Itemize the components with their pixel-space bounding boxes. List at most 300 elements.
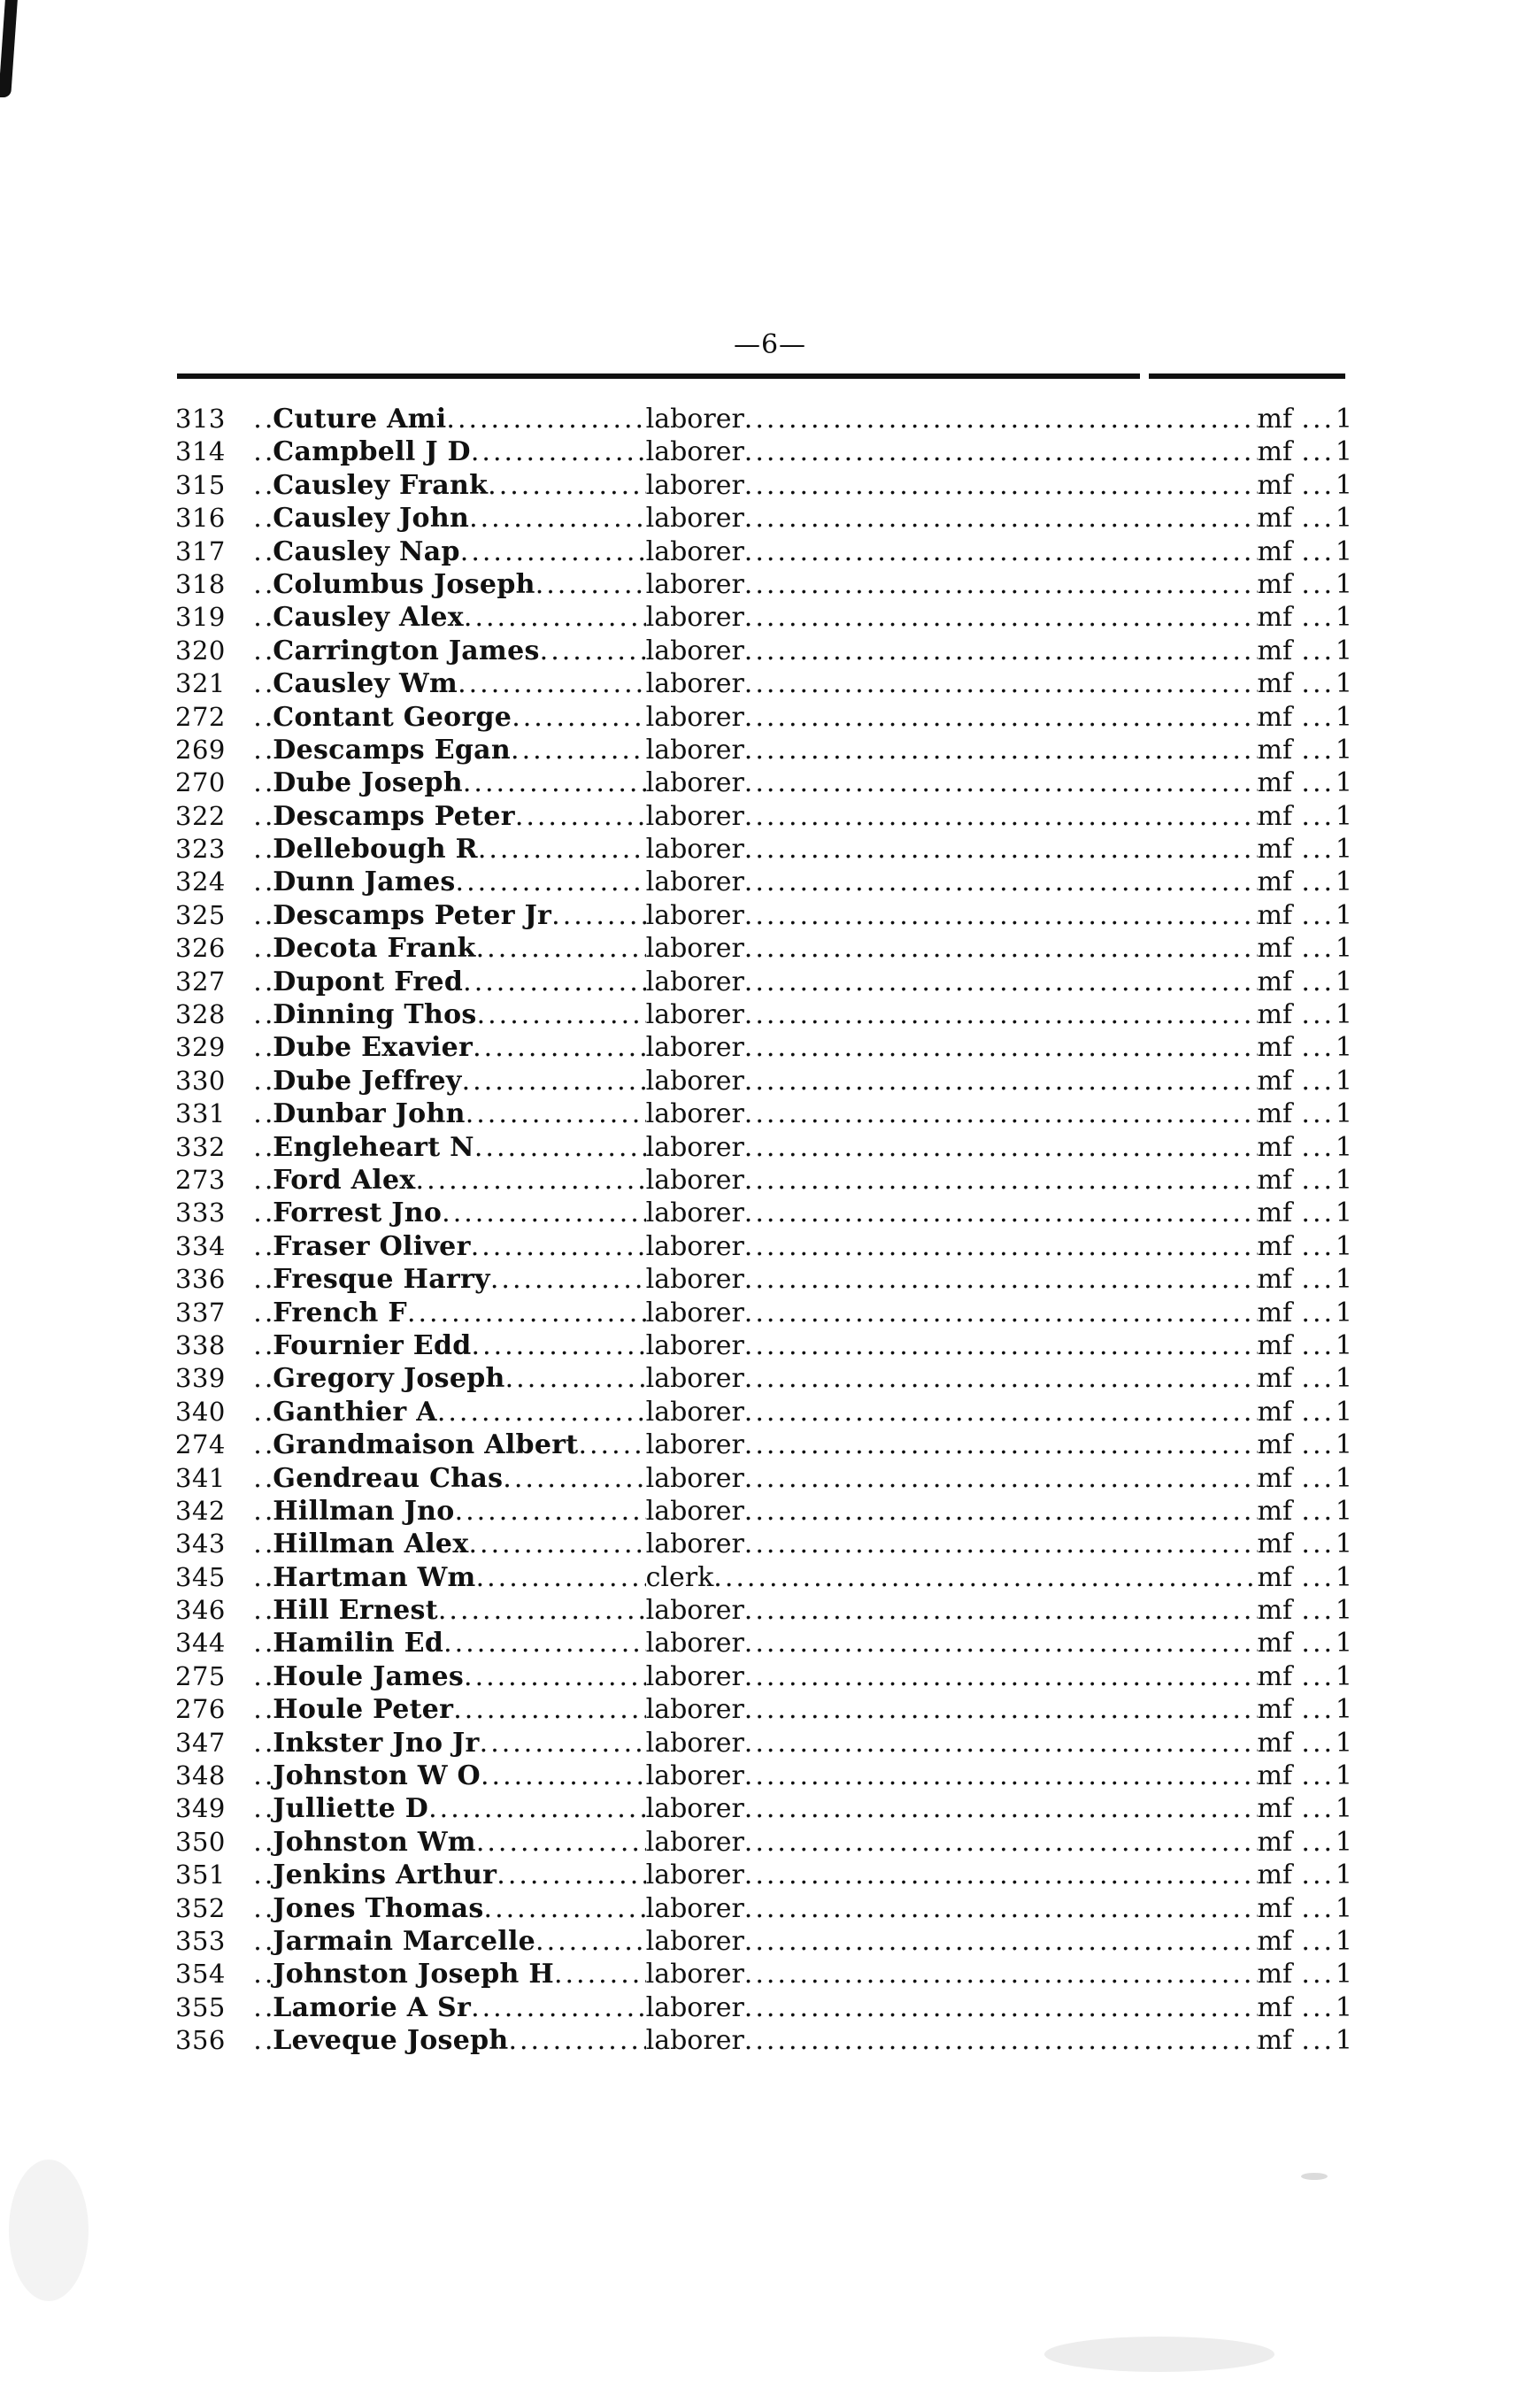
dot-leader [253, 1859, 273, 1891]
entry-code: mf [1257, 1098, 1293, 1130]
entry-number: 348 [175, 1760, 226, 1791]
dot-leader [744, 601, 1258, 634]
roster-row [175, 1495, 1352, 1528]
occupation-column [646, 1428, 1258, 1461]
roster-row [175, 667, 1352, 700]
roster-row [175, 766, 1352, 799]
entry-name: Dinning Thos [273, 999, 477, 1031]
entry-code: mf [1257, 404, 1293, 435]
entry-code: mf [1257, 1396, 1293, 1428]
entry-name: Hillman Jno [273, 1495, 455, 1527]
dot-leader [744, 1627, 1258, 1659]
dot-leader [505, 1362, 646, 1395]
name-column [253, 1164, 645, 1197]
name-column [253, 833, 645, 866]
occupation-column [646, 1131, 1258, 1164]
name-column [253, 1329, 645, 1362]
dot-leader [464, 1660, 646, 1693]
dot-leader [744, 568, 1258, 601]
entry-occupation: laborer [645, 1959, 744, 1990]
name-column [253, 1693, 645, 1726]
entry-name: Contant George [273, 701, 512, 733]
dot-leader [744, 1462, 1258, 1495]
entry-code: mf [1257, 1131, 1293, 1163]
name-column [253, 1462, 645, 1495]
entry-occupation: laborer [645, 999, 744, 1031]
name-column [253, 800, 645, 833]
dot-leader [744, 1727, 1258, 1759]
occupation-column [646, 535, 1258, 568]
dot-leader [253, 601, 273, 634]
dot-leader [744, 734, 1258, 766]
occupation-column [646, 1594, 1258, 1627]
dot-leader [253, 435, 273, 468]
roster-row [175, 535, 1352, 568]
entry-count: 1 [1335, 1694, 1352, 1726]
entry-occupation: laborer [645, 1826, 744, 1858]
entry-code: mf [1257, 1462, 1293, 1494]
roster-row [175, 1991, 1352, 2024]
entry-count: 1 [1335, 1826, 1352, 1858]
entry-name: Grandmaison Albert [273, 1429, 579, 1461]
entry-code: mf [1257, 568, 1293, 600]
roster-row [175, 635, 1352, 667]
entry-number: 326 [175, 933, 226, 964]
dot-leader [744, 899, 1258, 932]
dot-leader [253, 1297, 273, 1329]
entry-number: 336 [175, 1264, 226, 1295]
dot-leader [508, 2024, 645, 2057]
roster-row [175, 1528, 1352, 1560]
entry-occupation: laborer [645, 602, 744, 634]
entry-name: Johnston Wm [273, 1826, 476, 1858]
entry-name: Hamilin Ed [273, 1628, 444, 1659]
dot-leader [456, 866, 646, 898]
entry-code: mf [1257, 1694, 1293, 1726]
dot-leader [1301, 1462, 1335, 1495]
entry-number: 319 [175, 602, 226, 633]
dot-leader [744, 1031, 1258, 1064]
dot-leader [744, 866, 1258, 898]
name-column [253, 1759, 645, 1792]
dot-leader [1301, 601, 1335, 634]
dot-leader [744, 966, 1258, 998]
entry-occupation: laborer [645, 1032, 744, 1064]
dot-leader [1301, 1660, 1335, 1693]
entry-occupation: laborer [645, 1727, 744, 1759]
roster-row [175, 1892, 1352, 1925]
entry-count: 1 [1335, 2025, 1352, 2057]
entry-count: 1 [1335, 1164, 1352, 1196]
entry-code: mf [1257, 1495, 1293, 1527]
roster-row [175, 1792, 1352, 1825]
entry-number: 341 [175, 1462, 226, 1493]
dot-leader [253, 1792, 273, 1825]
roster-row [175, 1428, 1352, 1461]
entry-count: 1 [1335, 767, 1352, 799]
occupation-column [646, 1826, 1258, 1859]
occupation-column [646, 1759, 1258, 1792]
dot-leader [480, 1727, 646, 1759]
dot-leader [1301, 1131, 1335, 1164]
dot-leader [453, 1693, 645, 1726]
entry-occupation: laborer [645, 933, 744, 965]
entry-name: Dunbar John [273, 1098, 466, 1130]
entry-name: Johnston W O [273, 1760, 481, 1792]
dot-leader [476, 932, 646, 965]
page-number: —6— [733, 329, 807, 360]
entry-name: Hill Ernest [273, 1595, 438, 1627]
entry-name: Johnston Joseph H [273, 1959, 554, 1990]
dot-leader [744, 403, 1258, 435]
entry-number: 323 [175, 834, 226, 865]
dot-leader [469, 1528, 646, 1560]
dot-leader [744, 932, 1258, 965]
roster-row [175, 403, 1352, 435]
dot-leader [466, 1097, 646, 1130]
dot-leader [744, 1065, 1258, 1097]
entry-number: 330 [175, 1065, 226, 1096]
dot-leader [253, 833, 273, 866]
entry-number: 352 [175, 1892, 226, 1923]
dot-leader [460, 535, 646, 568]
entry-name: Dube Jeffrey [273, 1065, 462, 1097]
dot-leader [1301, 1197, 1335, 1229]
occupation-column [646, 1097, 1258, 1130]
roster-row [175, 1759, 1352, 1792]
occupation-column [646, 1528, 1258, 1560]
dot-leader [463, 766, 646, 799]
occupation-column [646, 1892, 1258, 1925]
occupation-column [646, 734, 1258, 766]
dot-leader [1301, 1495, 1335, 1528]
dot-leader [1301, 899, 1335, 932]
entry-occupation: laborer [645, 1860, 744, 1891]
entry-code: mf [1257, 999, 1293, 1031]
entry-occupation: laborer [645, 767, 744, 799]
dot-leader [1301, 1627, 1335, 1659]
entry-name: Causley John [273, 503, 470, 535]
dot-leader [253, 1826, 273, 1859]
entry-name: Forrest Jno [273, 1197, 443, 1229]
entry-number: 351 [175, 1860, 226, 1890]
entry-code: mf [1257, 2025, 1293, 2057]
dot-leader [1301, 667, 1335, 700]
entry-occupation: laborer [645, 668, 744, 700]
dot-leader [744, 1660, 1258, 1693]
dot-leader [253, 1164, 273, 1197]
dot-leader [253, 1131, 273, 1164]
entry-name: Jones Thomas [273, 1892, 484, 1924]
roster-row [175, 568, 1352, 601]
entry-name: Hillman Alex [273, 1528, 469, 1560]
dot-leader [744, 502, 1258, 535]
name-column [253, 2024, 645, 2057]
entry-code: mf [1257, 1197, 1293, 1229]
dot-leader [253, 1097, 273, 1130]
dot-leader [744, 1428, 1258, 1461]
occupation-column [646, 1495, 1258, 1528]
entry-occupation: laborer [645, 1396, 744, 1428]
dot-leader [253, 1528, 273, 1560]
dot-leader [1301, 1329, 1335, 1362]
roster-row [175, 1164, 1352, 1197]
entry-number: 318 [175, 568, 226, 599]
dot-leader [1301, 435, 1335, 468]
name-column [253, 1859, 645, 1891]
name-column [253, 1528, 645, 1560]
entry-code: mf [1257, 1429, 1293, 1461]
occupation-column [646, 435, 1258, 468]
entry-occupation: laborer [645, 1991, 744, 2023]
dot-leader [1301, 734, 1335, 766]
roster-row [175, 435, 1352, 468]
entry-count: 1 [1335, 404, 1352, 435]
dot-leader [1301, 1693, 1335, 1726]
entry-number: 313 [175, 404, 226, 434]
roster-row [175, 1297, 1352, 1329]
dot-leader [744, 701, 1258, 734]
entry-occupation: laborer [645, 1694, 744, 1726]
dot-leader [253, 535, 273, 568]
entry-occupation: laborer [645, 1131, 744, 1163]
dot-leader [253, 1495, 273, 1528]
name-column [253, 535, 645, 568]
roster-row [175, 966, 1352, 998]
entry-name: Dunn James [273, 866, 456, 898]
header-rule-left [177, 373, 1140, 379]
entry-name: Ganthier A [273, 1396, 437, 1428]
dot-leader [1301, 1396, 1335, 1428]
dot-leader [253, 1660, 273, 1693]
roster-row [175, 899, 1352, 932]
entry-count: 1 [1335, 1793, 1352, 1825]
name-column [253, 899, 645, 932]
dot-leader [744, 1925, 1258, 1958]
dot-leader [1301, 1594, 1335, 1627]
dot-leader [443, 1627, 646, 1659]
dot-leader [253, 1462, 273, 1495]
entry-count: 1 [1335, 1065, 1352, 1097]
entry-occupation: laborer [645, 1297, 744, 1328]
dot-leader [253, 469, 273, 502]
dot-leader [471, 435, 646, 468]
entry-name: Jarmain Marcelle [273, 1925, 536, 1957]
dot-leader [1301, 998, 1335, 1031]
name-column [253, 766, 645, 799]
name-column [253, 469, 645, 502]
dot-leader [1301, 1727, 1335, 1759]
entry-occupation: laborer [645, 1230, 744, 1262]
entry-name: Dube Joseph [273, 767, 463, 799]
occupation-column [646, 1164, 1258, 1197]
name-column [253, 1925, 645, 1958]
entry-name: Jenkins Arthur [273, 1860, 497, 1891]
dot-leader [253, 667, 273, 700]
roster-row [175, 1131, 1352, 1164]
dot-leader [1301, 800, 1335, 833]
dot-leader [463, 966, 645, 998]
dot-leader [1301, 1528, 1335, 1560]
name-column [253, 1362, 645, 1395]
entry-count: 1 [1335, 535, 1352, 567]
entry-occupation: laborer [645, 866, 744, 898]
entry-code: mf [1257, 1660, 1293, 1692]
dot-leader [744, 800, 1258, 833]
dot-leader [515, 800, 646, 833]
dot-leader [744, 1230, 1258, 1263]
entry-occupation: laborer [645, 635, 744, 666]
entry-number: 331 [175, 1098, 226, 1129]
entry-occupation: laborer [645, 1925, 744, 1957]
dot-leader [744, 1263, 1258, 1296]
dot-leader [416, 1164, 646, 1197]
dot-leader [1301, 502, 1335, 535]
roster-row [175, 734, 1352, 766]
entry-code: mf [1257, 469, 1293, 501]
scan-smudge [1301, 2173, 1328, 2180]
entry-name: Descamps Peter [273, 800, 515, 832]
dot-leader [744, 469, 1258, 502]
entry-count: 1 [1335, 635, 1352, 666]
entry-name: Fresque Harry [273, 1264, 490, 1296]
name-column [253, 568, 645, 601]
entry-count: 1 [1335, 668, 1352, 700]
name-column [253, 1727, 645, 1759]
dot-leader [1301, 966, 1335, 998]
entry-name: Columbus Joseph [273, 568, 535, 600]
name-column [253, 701, 645, 734]
roster-row [175, 1925, 1352, 1958]
entry-count: 1 [1335, 503, 1352, 535]
dot-leader [471, 1991, 646, 2024]
name-column [253, 1561, 645, 1594]
name-column [253, 932, 645, 965]
entry-occupation: laborer [645, 1164, 744, 1196]
dot-leader [253, 1031, 273, 1064]
name-column [253, 1131, 645, 1164]
entry-name: Lamorie A Sr [273, 1991, 472, 2023]
dot-leader [253, 1892, 273, 1925]
dot-leader [744, 1362, 1258, 1395]
dot-leader [478, 833, 646, 866]
entry-code: mf [1257, 1230, 1293, 1262]
roster-row [175, 1958, 1352, 1990]
occupation-column [646, 1396, 1258, 1428]
entry-code: mf [1257, 1561, 1293, 1593]
entry-occupation: laborer [645, 535, 744, 567]
dot-leader [1301, 568, 1335, 601]
occupation-column [646, 1660, 1258, 1693]
occupation-column [646, 1329, 1258, 1362]
page-edge-mark [0, 0, 18, 97]
entry-number: 324 [175, 866, 226, 897]
dot-leader [253, 1991, 273, 2024]
name-column [253, 1263, 645, 1296]
dot-leader [253, 1693, 273, 1726]
dot-leader [253, 1329, 273, 1362]
dot-leader [503, 1462, 645, 1495]
entry-occupation: laborer [645, 1264, 744, 1296]
dot-leader [744, 2024, 1258, 2057]
entry-name: Houle Peter [273, 1694, 454, 1726]
dot-leader [1301, 1958, 1335, 1990]
dot-leader [744, 1892, 1258, 1925]
occupation-column [646, 800, 1258, 833]
dot-leader [464, 601, 646, 634]
entry-name: Carrington James [273, 635, 540, 666]
dot-leader [1301, 1859, 1335, 1891]
dot-leader [1301, 2024, 1335, 2057]
dot-leader [1301, 1792, 1335, 1825]
dot-leader [458, 667, 646, 700]
entry-count: 1 [1335, 469, 1352, 501]
name-column [253, 1297, 645, 1329]
dot-leader [744, 1097, 1258, 1130]
entry-number: 269 [175, 734, 226, 765]
occupation-column [646, 1991, 1258, 2024]
name-column [253, 502, 645, 535]
occupation-column [646, 1561, 1258, 1594]
entry-occupation: laborer [645, 469, 744, 501]
occupation-column [646, 899, 1258, 932]
entry-number: 329 [175, 1032, 226, 1063]
entry-count: 1 [1335, 1197, 1352, 1229]
entry-name: Descamps Peter Jr [273, 899, 552, 931]
entry-count: 1 [1335, 1991, 1352, 2023]
dot-leader [535, 568, 646, 601]
entry-code: mf [1257, 1164, 1293, 1196]
roster-row [175, 469, 1352, 502]
occupation-column [646, 1031, 1258, 1064]
dot-leader [1301, 635, 1335, 667]
entry-name: Causley Alex [273, 602, 464, 634]
entry-code: mf [1257, 1628, 1293, 1659]
entry-occupation: laborer [645, 701, 744, 733]
roster-row [175, 1097, 1352, 1130]
entry-code: mf [1257, 734, 1293, 766]
entry-code: mf [1257, 1860, 1293, 1891]
name-column [253, 1892, 645, 1925]
name-column [253, 1991, 645, 2024]
dot-leader [253, 932, 273, 965]
entry-code: mf [1257, 1297, 1293, 1328]
entry-number: 315 [175, 469, 226, 500]
name-column [253, 1792, 645, 1825]
occupation-column [646, 833, 1258, 866]
entry-code: mf [1257, 602, 1293, 634]
dot-leader [744, 435, 1258, 468]
name-column [253, 1230, 645, 1263]
dot-leader [744, 1759, 1258, 1792]
name-column [253, 866, 645, 898]
entry-occupation: laborer [645, 568, 744, 600]
occupation-column [646, 635, 1258, 667]
dot-leader [253, 1958, 273, 1990]
entry-code: mf [1257, 1991, 1293, 2023]
entry-number: 276 [175, 1694, 226, 1725]
entry-number: 327 [175, 966, 226, 997]
entry-name: Dube Exavier [273, 1032, 474, 1064]
name-column [253, 1495, 645, 1528]
dot-leader [744, 1495, 1258, 1528]
occupation-column [646, 601, 1258, 634]
occupation-column [646, 1263, 1258, 1296]
entry-count: 1 [1335, 866, 1352, 898]
dot-leader [554, 1958, 646, 1990]
occupation-column [646, 1693, 1258, 1726]
name-column [253, 635, 645, 667]
